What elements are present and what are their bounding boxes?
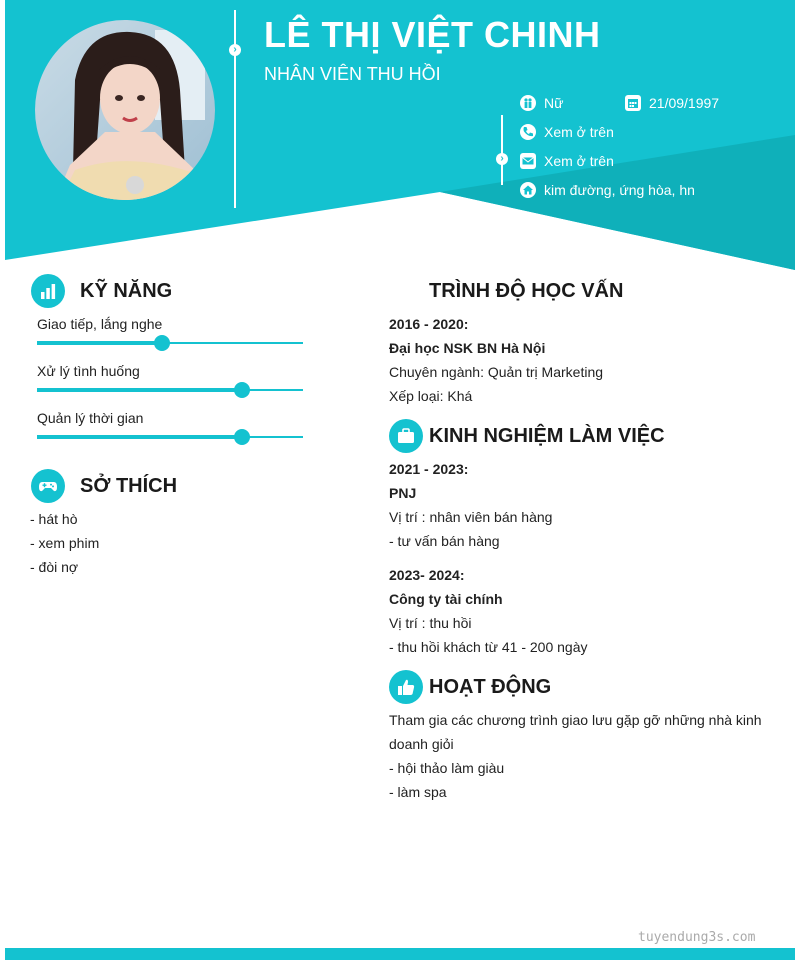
- address-value: kim đường, ứng hòa, hn: [544, 182, 695, 198]
- briefcase-icon: [389, 419, 423, 453]
- thumbs-up-icon: [389, 670, 423, 704]
- contact-divider-line: [501, 115, 503, 185]
- job-company: PNJ: [389, 485, 417, 501]
- job-period: 2023- 2024:: [389, 567, 465, 583]
- education-title: TRÌNH ĐỘ HỌC VẤN: [429, 280, 624, 302]
- skill-bar-knob: [234, 429, 250, 445]
- skill-bar: [37, 389, 303, 391]
- avatar: [35, 20, 215, 200]
- profile-photo: [35, 20, 215, 200]
- job-company: Công ty tài chính: [389, 591, 503, 607]
- experience-title: KINH NGHIỆM LÀM VIỆC: [429, 425, 665, 447]
- bar-chart-icon: [31, 274, 65, 308]
- activities-title: HOẠT ĐỘNG: [429, 676, 552, 698]
- hobby-item: - xem phim: [30, 535, 100, 551]
- skill-bar-fill: [37, 388, 242, 392]
- contact-gender: [520, 95, 563, 111]
- skill-bar-fill: [37, 341, 162, 345]
- chevron-right-icon: ›: [496, 153, 508, 165]
- skill-bar-knob: [154, 335, 170, 351]
- contact-phone: [520, 124, 614, 140]
- job-position: Vị trí : thu hồi: [389, 615, 472, 631]
- skill-bar: [37, 436, 303, 438]
- job-description: - tư vấn bán hàng: [389, 533, 500, 549]
- candidate-role: NHÂN VIÊN THU HỒI: [264, 64, 441, 84]
- chevron-right-icon: ›: [229, 44, 241, 56]
- skill-bar-fill: [37, 435, 242, 439]
- gender-value: Nữ: [544, 95, 564, 111]
- education-period: 2016 - 2020:: [389, 316, 469, 332]
- skill-bar: [37, 342, 303, 344]
- gamepad-icon: [31, 469, 65, 503]
- skills-title: KỸ NĂNG: [80, 280, 173, 302]
- skill-label: Quản lý thời gian: [37, 410, 144, 426]
- contact-email: [520, 153, 614, 169]
- contact-address: [520, 182, 695, 198]
- skill-bar-knob: [234, 382, 250, 398]
- email-icon: [520, 153, 536, 169]
- hobby-item: - hát hò: [30, 511, 78, 527]
- email-value: Xem ở trên: [544, 153, 614, 169]
- activity-item: - làm spa: [389, 784, 447, 800]
- job-description: - thu hồi khách từ 41 - 200 ngày: [389, 639, 588, 655]
- hobby-item: - đòi nợ: [30, 559, 79, 575]
- phone-value: Xem ở trên: [544, 124, 614, 140]
- gender-icon: [520, 95, 536, 111]
- contact-birthday: [625, 95, 719, 111]
- education-school: Đại học NSK BN Hà Nội: [389, 340, 546, 356]
- activities-description: Tham gia các chương trình giao lưu gặp gỡ những nhà kinh: [389, 712, 762, 728]
- candidate-name: LÊ THỊ VIỆT CHINH: [264, 14, 601, 55]
- footer-bar: [5, 948, 795, 960]
- activities-description: doanh giỏi: [389, 736, 454, 752]
- education-major: Chuyên ngành: Quản trị Marketing: [389, 364, 604, 380]
- activity-item: - hội thảo làm giàu: [389, 760, 505, 776]
- hobbies-title: SỞ THÍCH: [80, 475, 178, 497]
- education-grade: Xếp loại: Khá: [389, 388, 473, 404]
- phone-icon: [520, 124, 536, 140]
- calendar-icon: [625, 95, 641, 111]
- watermark: tuyendung3s.com: [638, 930, 756, 945]
- home-icon: [520, 182, 536, 198]
- skill-label: Giao tiếp, lắng nghe: [37, 316, 163, 332]
- job-period: 2021 - 2023:: [389, 461, 469, 477]
- birthday-value: 21/09/1997: [649, 95, 720, 111]
- header-divider-line: [234, 10, 236, 208]
- job-position: Vị trí : nhân viên bán hàng: [389, 509, 553, 525]
- skill-label: Xử lý tình huống: [37, 363, 140, 379]
